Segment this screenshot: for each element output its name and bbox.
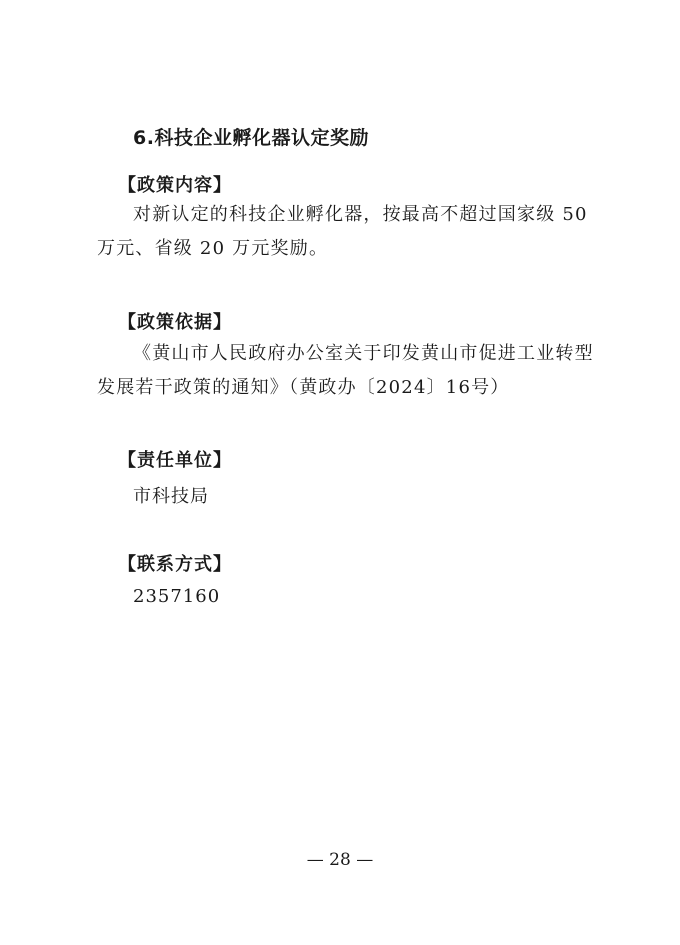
policy-content-heading: 【政策内容】 bbox=[118, 175, 232, 196]
contact-heading: 【联系方式】 bbox=[118, 554, 232, 575]
page-number: — 28 — bbox=[306, 850, 374, 870]
responsible-unit-heading: 【责任单位】 bbox=[118, 450, 232, 471]
policy-content-text: 对新认定的科技企业孵化器，按最高不超过国家级 50 万元、省级 20 万元奖励。 bbox=[97, 204, 588, 259]
section-title: 6.科技企业孵化器认定奖励 bbox=[133, 127, 369, 149]
contact-phone: 2357160 bbox=[133, 586, 221, 607]
responsible-unit-text: 市科技局 bbox=[133, 486, 209, 507]
policy-basis-heading: 【政策依据】 bbox=[118, 312, 232, 333]
policy-basis-text: 《黄山市人民政府办公室关于印发黄山市促进工业转型发展若干政策的通知》（黄政办〔2024〕16号） bbox=[97, 343, 594, 398]
